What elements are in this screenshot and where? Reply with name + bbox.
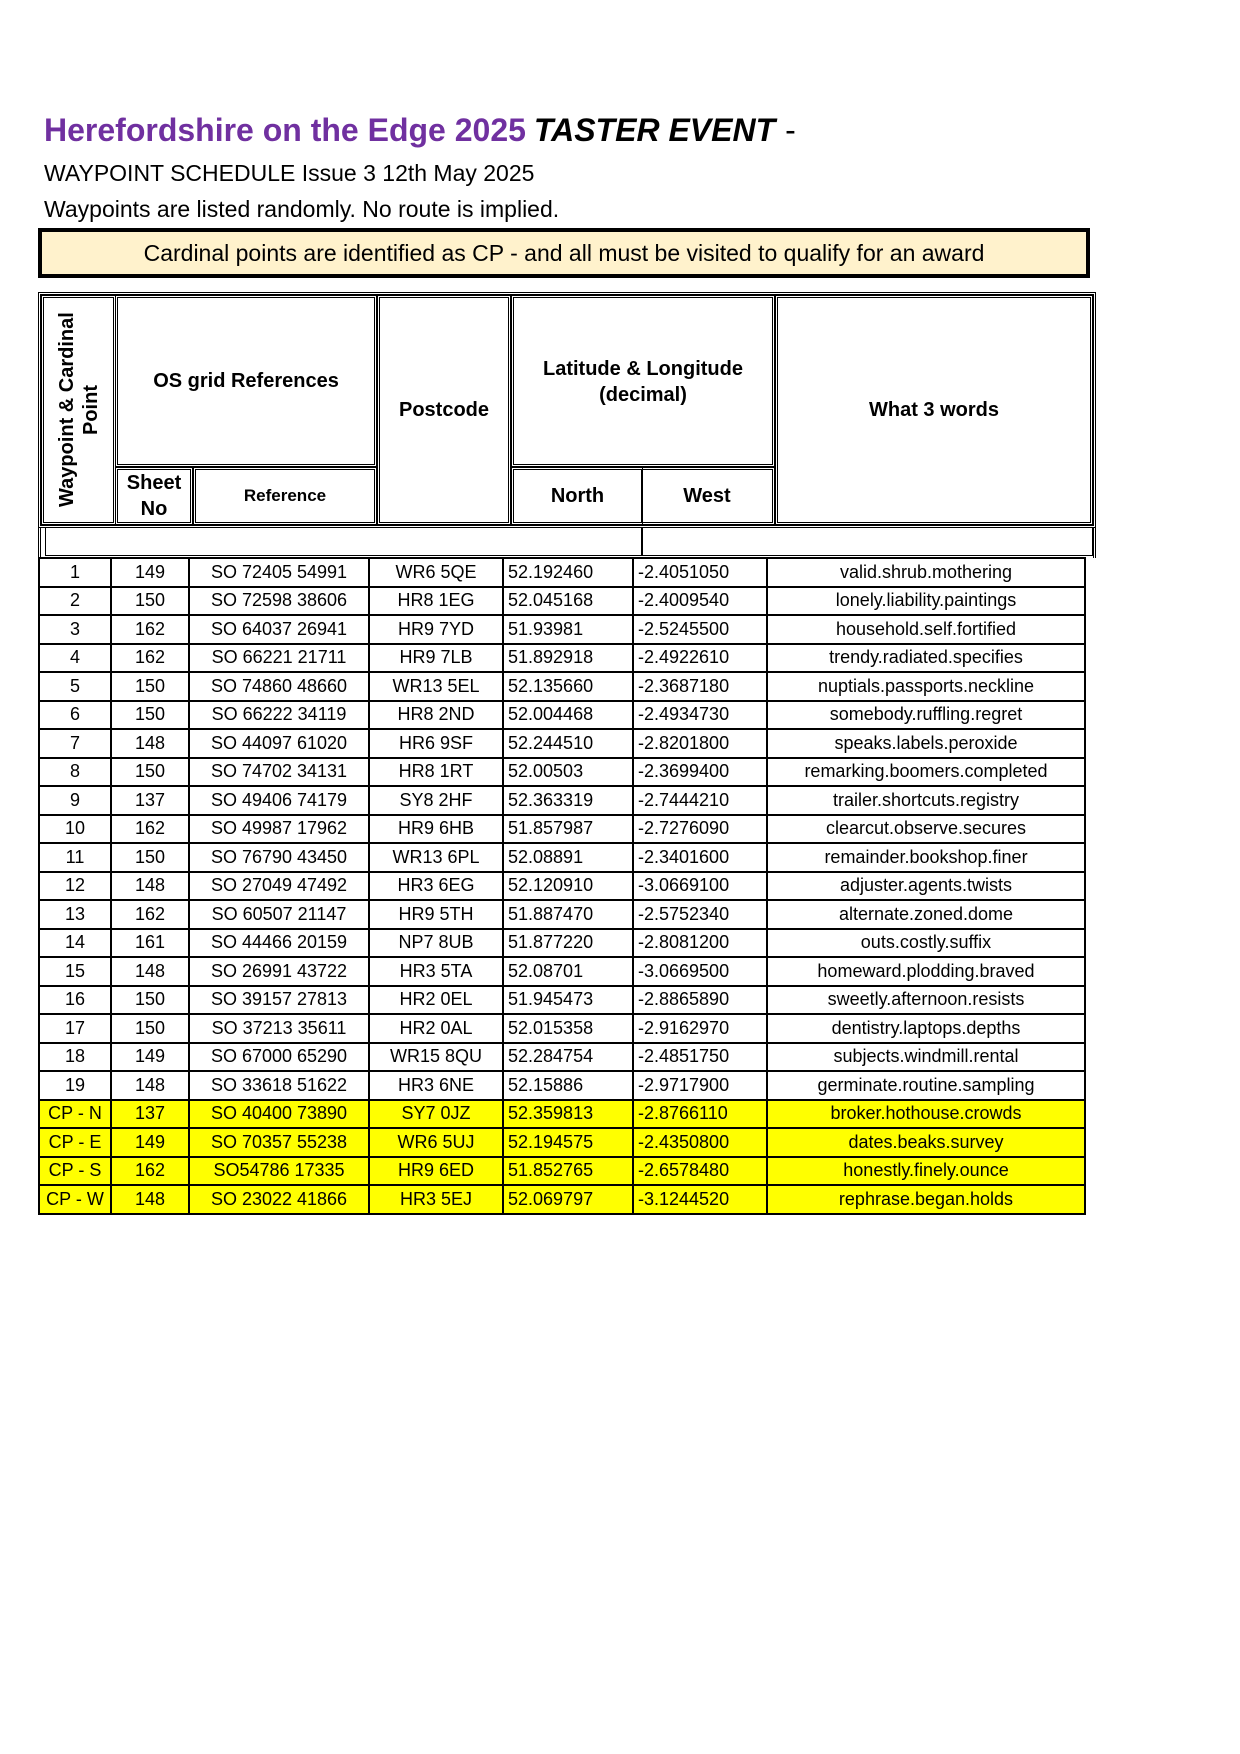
what3words-cell: clearcut.observe.secures — [767, 815, 1085, 844]
title-event: TASTER EVENT — [533, 112, 776, 148]
postcode-cell: HR9 5TH — [369, 900, 503, 929]
sheet-no-cell: 148 — [111, 957, 189, 986]
grid-reference-cell: SO 44466 20159 — [189, 929, 369, 958]
waypoint-id-cell: 17 — [39, 1014, 111, 1043]
spacer-divider — [641, 528, 643, 556]
sheet-no-cell: 149 — [111, 1043, 189, 1072]
latitude-north-cell: 52.015358 — [503, 1014, 633, 1043]
header-waypoint — [41, 295, 116, 525]
waypoint-id-cell: 11 — [39, 843, 111, 872]
latitude-north-cell: 51.887470 — [503, 900, 633, 929]
waypoint-row — [39, 1043, 1085, 1072]
sheet-no-cell: 162 — [111, 815, 189, 844]
waypoint-row — [39, 644, 1085, 673]
what3words-cell: remainder.bookshop.finer — [767, 843, 1085, 872]
sheet-no-cell: 161 — [111, 929, 189, 958]
what3words-cell: valid.shrub.mothering — [767, 558, 1085, 587]
longitude-west-cell: -2.4009540 — [633, 587, 767, 616]
sheet-no-cell: 150 — [111, 672, 189, 701]
longitude-west-cell: -3.0669500 — [633, 957, 767, 986]
what3words-cell: lonely.liability.paintings — [767, 587, 1085, 616]
waypoint-id-cell: CP - E — [39, 1128, 111, 1157]
header-reference-label: Reference — [243, 485, 327, 505]
sheet-no-cell: 137 — [111, 786, 189, 815]
longitude-west-cell: -2.8081200 — [633, 929, 767, 958]
postcode-cell: WR13 6PL — [369, 843, 503, 872]
postcode-cell: HR3 5TA — [369, 957, 503, 986]
table-header — [38, 292, 1096, 528]
longitude-west-cell: -3.1244520 — [633, 1185, 767, 1214]
waypoint-row — [39, 815, 1085, 844]
sheet-no-cell: 150 — [111, 1014, 189, 1043]
header-what3words — [775, 295, 1093, 525]
sheet-no-cell: 149 — [111, 558, 189, 587]
cardinal-point-row — [39, 1128, 1085, 1157]
latitude-north-cell: 52.363319 — [503, 786, 633, 815]
what3words-cell: germinate.routine.sampling — [767, 1071, 1085, 1100]
sheet-no-cell: 150 — [111, 843, 189, 872]
what3words-cell: sweetly.afternoon.resists — [767, 986, 1085, 1015]
longitude-west-cell: -3.0669100 — [633, 872, 767, 901]
what3words-cell: trendy.radiated.specifies — [767, 644, 1085, 673]
postcode-cell: SY8 2HF — [369, 786, 503, 815]
waypoint-row — [39, 729, 1085, 758]
sheet-no-cell: 150 — [111, 701, 189, 730]
latitude-north-cell: 52.045168 — [503, 587, 633, 616]
grid-reference-cell: SO 23022 41866 — [189, 1185, 369, 1214]
sheet-no-cell: 148 — [111, 872, 189, 901]
longitude-west-cell: -2.8766110 — [633, 1100, 767, 1129]
waypoint-id-cell: 10 — [39, 815, 111, 844]
postcode-cell: HR3 5EJ — [369, 1185, 503, 1214]
waypoint-id-cell: 15 — [39, 957, 111, 986]
postcode-cell: SY7 0JZ — [369, 1100, 503, 1129]
latitude-north-cell: 52.192460 — [503, 558, 633, 587]
grid-reference-cell: SO 49406 74179 — [189, 786, 369, 815]
postcode-cell: HR8 1RT — [369, 758, 503, 787]
page-title — [44, 112, 796, 149]
grid-reference-cell: SO54786 17335 — [189, 1157, 369, 1186]
waypoint-id-cell: 9 — [39, 786, 111, 815]
waypoint-id-cell: CP - S — [39, 1157, 111, 1186]
sheet-no-cell: 148 — [111, 729, 189, 758]
header-latlong — [511, 295, 775, 467]
postcode-cell: HR2 0EL — [369, 986, 503, 1015]
waypoint-id-cell: 5 — [39, 672, 111, 701]
cardinal-point-row — [39, 1157, 1085, 1186]
header-sheet-no — [115, 467, 193, 525]
grid-reference-cell: SO 72405 54991 — [189, 558, 369, 587]
latitude-north-cell: 52.08701 — [503, 957, 633, 986]
waypoint-row — [39, 587, 1085, 616]
grid-reference-cell: SO 70357 55238 — [189, 1128, 369, 1157]
postcode-cell: HR9 7LB — [369, 644, 503, 673]
header-os-grid-label: OS grid References — [153, 370, 339, 392]
waypoint-id-cell: CP - W — [39, 1185, 111, 1214]
longitude-west-cell: -2.4051050 — [633, 558, 767, 587]
latitude-north-cell: 52.244510 — [503, 729, 633, 758]
what3words-cell: subjects.windmill.rental — [767, 1043, 1085, 1072]
postcode-cell: HR9 6HB — [369, 815, 503, 844]
waypoint-id-cell: 8 — [39, 758, 111, 787]
longitude-west-cell: -2.5752340 — [633, 900, 767, 929]
waypoint-id-cell: 14 — [39, 929, 111, 958]
header-north — [511, 467, 643, 525]
waypoint-row — [39, 672, 1085, 701]
waypoint-id-cell: 13 — [39, 900, 111, 929]
what3words-cell: nuptials.passports.neckline — [767, 672, 1085, 701]
grid-reference-cell: SO 76790 43450 — [189, 843, 369, 872]
what3words-cell: trailer.shortcuts.registry — [767, 786, 1085, 815]
waypoint-id-cell: 6 — [39, 701, 111, 730]
grid-reference-cell: SO 37213 35611 — [189, 1014, 369, 1043]
grid-reference-cell: SO 40400 73890 — [189, 1100, 369, 1129]
grid-reference-cell: SO 26991 43722 — [189, 957, 369, 986]
what3words-cell: remarking.boomers.completed — [767, 758, 1085, 787]
waypoint-row — [39, 957, 1085, 986]
header-os-grid — [115, 295, 377, 467]
latitude-north-cell: 52.069797 — [503, 1185, 633, 1214]
header-spacer-row — [38, 528, 1096, 558]
waypoint-id-cell: 3 — [39, 615, 111, 644]
waypoint-id-cell: 19 — [39, 1071, 111, 1100]
longitude-west-cell: -2.3401600 — [633, 843, 767, 872]
sheet-no-cell: 150 — [111, 758, 189, 787]
waypoint-row — [39, 900, 1085, 929]
latitude-north-cell: 52.120910 — [503, 872, 633, 901]
postcode-cell: WR15 8QU — [369, 1043, 503, 1072]
waypoint-id-cell: CP - N — [39, 1100, 111, 1129]
cardinal-point-row — [39, 1185, 1085, 1214]
waypoint-id-cell: 12 — [39, 872, 111, 901]
postcode-cell: HR3 6NE — [369, 1071, 503, 1100]
waypoint-row — [39, 986, 1085, 1015]
latitude-north-cell: 51.877220 — [503, 929, 633, 958]
what3words-cell: homeward.plodding.braved — [767, 957, 1085, 986]
waypoint-id-cell: 7 — [39, 729, 111, 758]
latitude-north-cell: 52.284754 — [503, 1043, 633, 1072]
waypoint-row — [39, 1014, 1085, 1043]
grid-reference-cell: SO 66222 34119 — [189, 701, 369, 730]
what3words-cell: dates.beaks.survey — [767, 1128, 1085, 1157]
what3words-cell: adjuster.agents.twists — [767, 872, 1085, 901]
waypoint-row — [39, 929, 1085, 958]
latitude-north-cell: 51.892918 — [503, 644, 633, 673]
longitude-west-cell: -2.7276090 — [633, 815, 767, 844]
what3words-cell: dentistry.laptops.depths — [767, 1014, 1085, 1043]
grid-reference-cell: SO 33618 51622 — [189, 1071, 369, 1100]
latitude-north-cell: 51.857987 — [503, 815, 633, 844]
longitude-west-cell: -2.4934730 — [633, 701, 767, 730]
longitude-west-cell: -2.8201800 — [633, 729, 767, 758]
longitude-west-cell: -2.8865890 — [633, 986, 767, 1015]
postcode-cell: HR2 0AL — [369, 1014, 503, 1043]
waypoint-id-cell: 1 — [39, 558, 111, 587]
longitude-west-cell: -2.7444210 — [633, 786, 767, 815]
schedule-subtitle: WAYPOINT SCHEDULE Issue 3 12th May 2025 — [44, 160, 535, 186]
postcode-cell: HR8 1EG — [369, 587, 503, 616]
what3words-cell: outs.costly.suffix — [767, 929, 1085, 958]
latitude-north-cell: 51.852765 — [503, 1157, 633, 1186]
sheet-no-cell: 162 — [111, 900, 189, 929]
header-what3words-label: What 3 words — [868, 399, 999, 421]
postcode-cell: WR6 5QE — [369, 558, 503, 587]
title-main: Herefordshire on the Edge 2025 — [44, 112, 526, 148]
sheet-no-cell: 162 — [111, 1157, 189, 1186]
latitude-north-cell: 52.08891 — [503, 843, 633, 872]
waypoint-id-cell: 2 — [39, 587, 111, 616]
title-dash: - — [785, 112, 796, 148]
cardinal-notice-text: Cardinal points are identified as CP - and all must be visited to qualify for an award — [143, 239, 985, 266]
postcode-cell: HR3 6EG — [369, 872, 503, 901]
longitude-west-cell: -2.6578480 — [633, 1157, 767, 1186]
longitude-west-cell: -2.3687180 — [633, 672, 767, 701]
header-reference — [193, 467, 377, 525]
latitude-north-cell: 52.194575 — [503, 1128, 633, 1157]
sheet-no-cell: 150 — [111, 587, 189, 616]
sheet-no-cell: 162 — [111, 615, 189, 644]
grid-reference-cell: SO 39157 27813 — [189, 986, 369, 1015]
header-postcode-label: Postcode — [398, 399, 490, 421]
waypoint-row — [39, 558, 1085, 587]
cardinal-point-row — [39, 1100, 1085, 1129]
waypoint-row — [39, 786, 1085, 815]
latitude-north-cell: 52.004468 — [503, 701, 633, 730]
waypoint-row — [39, 843, 1085, 872]
longitude-west-cell: -2.5245500 — [633, 615, 767, 644]
latitude-north-cell: 52.15886 — [503, 1071, 633, 1100]
header-sheet-no-label: Sheet No — [126, 472, 182, 520]
what3words-cell: somebody.ruffling.regret — [767, 701, 1085, 730]
longitude-west-cell: -2.9162970 — [633, 1014, 767, 1043]
waypoint-id-cell: 4 — [39, 644, 111, 673]
postcode-cell: HR6 9SF — [369, 729, 503, 758]
postcode-cell: HR9 7YD — [369, 615, 503, 644]
header-west-label: West — [683, 485, 731, 507]
grid-reference-cell: SO 67000 65290 — [189, 1043, 369, 1072]
longitude-west-cell: -2.4350800 — [633, 1128, 767, 1157]
longitude-west-cell: -2.9717900 — [633, 1071, 767, 1100]
what3words-cell: alternate.zoned.dome — [767, 900, 1085, 929]
waypoint-row — [39, 872, 1085, 901]
waypoint-table — [38, 557, 1086, 1215]
cardinal-notice-box — [38, 228, 1090, 278]
header-north-label: North — [550, 485, 605, 507]
postcode-cell: NP7 8UB — [369, 929, 503, 958]
sheet-no-cell: 148 — [111, 1185, 189, 1214]
postcode-cell: WR13 5EL — [369, 672, 503, 701]
what3words-cell: honestly.finely.ounce — [767, 1157, 1085, 1186]
grid-reference-cell: SO 74860 48660 — [189, 672, 369, 701]
grid-reference-cell: SO 49987 17962 — [189, 815, 369, 844]
grid-reference-cell: SO 44097 61020 — [189, 729, 369, 758]
latitude-north-cell: 52.359813 — [503, 1100, 633, 1129]
sheet-no-cell: 137 — [111, 1100, 189, 1129]
grid-reference-cell: SO 72598 38606 — [189, 587, 369, 616]
header-west — [642, 467, 775, 525]
latitude-north-cell: 52.135660 — [503, 672, 633, 701]
postcode-cell: HR9 6ED — [369, 1157, 503, 1186]
waypoint-row — [39, 615, 1085, 644]
header-postcode — [377, 295, 511, 525]
what3words-cell: rephrase.began.holds — [767, 1185, 1085, 1214]
route-note: Waypoints are listed randomly. No route is implied. — [44, 196, 560, 222]
latitude-north-cell: 51.945473 — [503, 986, 633, 1015]
sheet-no-cell: 150 — [111, 986, 189, 1015]
sheet-no-cell: 149 — [111, 1128, 189, 1157]
grid-reference-cell: SO 64037 26941 — [189, 615, 369, 644]
grid-reference-cell: SO 66221 21711 — [189, 644, 369, 673]
header-latlong-label: Latitude & Longitude (decimal) — [543, 358, 743, 406]
what3words-cell: speaks.labels.peroxide — [767, 729, 1085, 758]
sheet-no-cell: 148 — [111, 1071, 189, 1100]
postcode-cell: HR8 2ND — [369, 701, 503, 730]
waypoint-id-cell: 16 — [39, 986, 111, 1015]
waypoint-id-cell: 18 — [39, 1043, 111, 1072]
longitude-west-cell: -2.4851750 — [633, 1043, 767, 1072]
waypoint-row — [39, 1071, 1085, 1100]
spacer-cell — [45, 528, 1093, 556]
longitude-west-cell: -2.4922610 — [633, 644, 767, 673]
header-waypoint-label: Waypoint & Cardinal Point — [55, 312, 102, 508]
longitude-west-cell: -2.3699400 — [633, 758, 767, 787]
sheet-no-cell: 162 — [111, 644, 189, 673]
what3words-cell: broker.hothouse.crowds — [767, 1100, 1085, 1129]
postcode-cell: WR6 5UJ — [369, 1128, 503, 1157]
grid-reference-cell: SO 27049 47492 — [189, 872, 369, 901]
waypoint-row — [39, 758, 1085, 787]
latitude-north-cell: 51.93981 — [503, 615, 633, 644]
waypoint-row — [39, 701, 1085, 730]
what3words-cell: household.self.fortified — [767, 615, 1085, 644]
grid-reference-cell: SO 60507 21147 — [189, 900, 369, 929]
grid-reference-cell: SO 74702 34131 — [189, 758, 369, 787]
latitude-north-cell: 52.00503 — [503, 758, 633, 787]
